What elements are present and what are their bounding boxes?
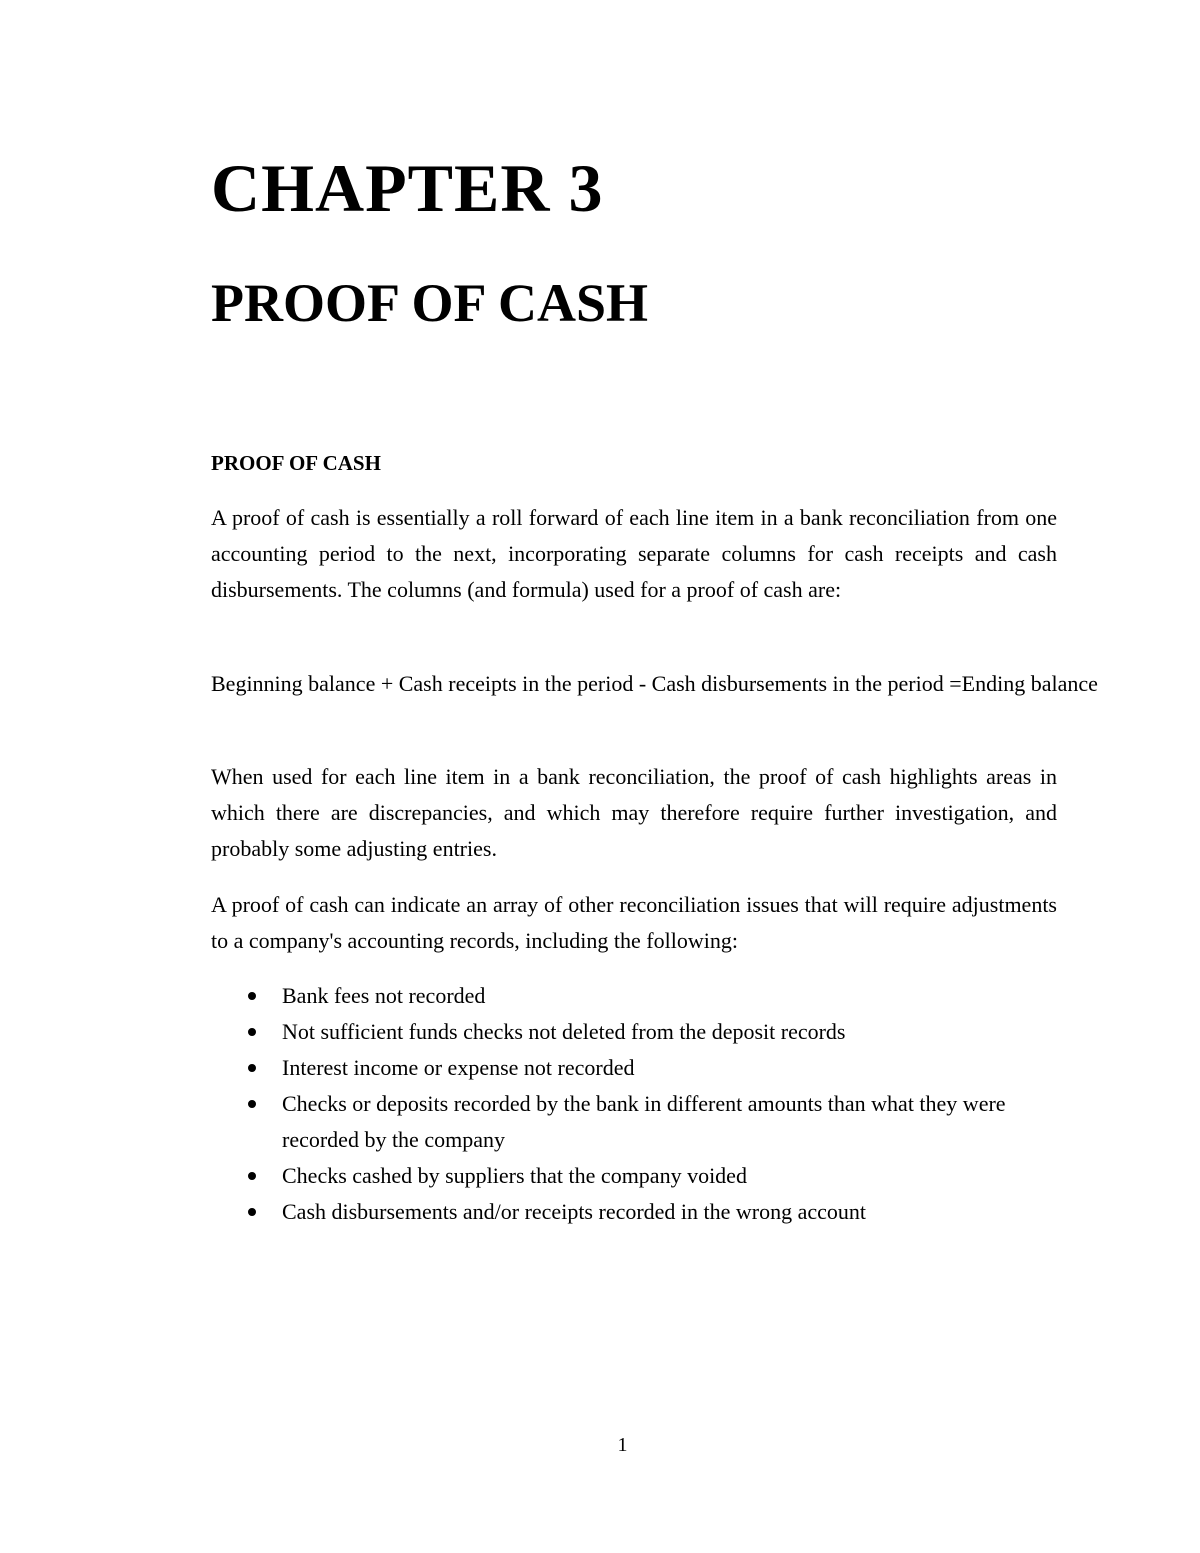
bullet-icon [248, 1172, 256, 1180]
list-item-text: Not sufficient funds checks not deleted from the deposit records [282, 1019, 846, 1044]
list-item [211, 1050, 1071, 1086]
issues-paragraph: A proof of cash can indicate an array of other reconciliation issues that will require adjustments to a company's accounting records, including the following: [211, 892, 1057, 953]
section-heading: PROOF OF CASH [211, 451, 381, 475]
issues-list [211, 978, 1071, 1230]
bullet-icon [248, 1064, 256, 1072]
chapter-title: PROOF OF CASH [211, 273, 648, 333]
list-item [211, 1014, 1071, 1050]
formula-paragraph: Beginning balance + Cash receipts in the period - Cash disbursements in the period =Ending balance [211, 671, 1098, 696]
list-item-text: Checks or deposits recorded by the bank in different amounts than what they were recorded by the company [282, 1091, 1006, 1152]
list-item [211, 978, 1071, 1014]
bullet-icon [248, 1208, 256, 1216]
bullet-icon [248, 1028, 256, 1036]
list-item [211, 1194, 1071, 1230]
list-item [211, 1086, 1071, 1158]
list-item-text: Bank fees not recorded [282, 983, 486, 1008]
usage-paragraph: When used for each line item in a bank reconciliation, the proof of cash highlights areas in which there are discrepancies, and which may therefore require further investigation, and probably some adjusting entries. [211, 764, 1057, 861]
list-item-text: Cash disbursements and/or receipts recorded in the wrong account [282, 1199, 867, 1224]
list-item-text: Interest income or expense not recorded [282, 1055, 635, 1080]
chapter-number: CHAPTER 3 [211, 150, 604, 226]
bullet-icon [248, 1100, 256, 1108]
page-number: 1 [617, 1434, 628, 1456]
bullet-icon [248, 992, 256, 1000]
list-item [211, 1158, 1071, 1194]
list-item-text: Checks cashed by suppliers that the company voided [282, 1163, 747, 1188]
intro-paragraph: A proof of cash is essentially a roll forward of each line item in a bank reconciliation from one accounting period to the next, incorporating separate columns for cash receipts and cash disbursements. The columns (and formula) used for a proof of cash are: [211, 505, 1057, 602]
